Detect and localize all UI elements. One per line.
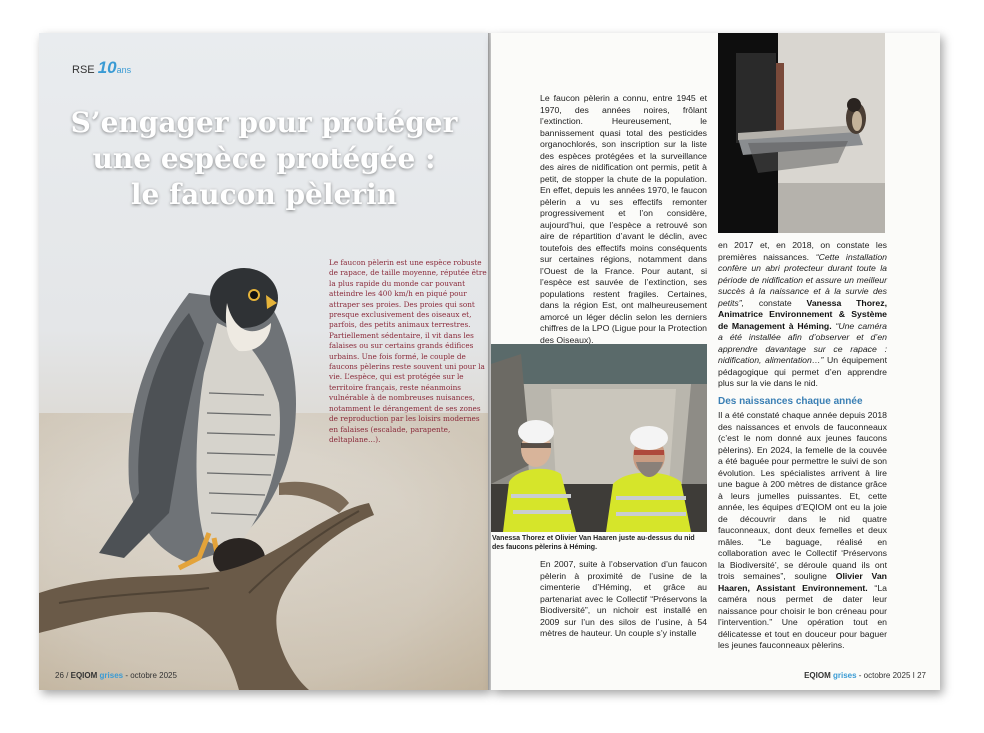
folio-separator: I <box>912 671 915 680</box>
right-page <box>491 33 940 690</box>
folio-date: - octobre 2025 <box>858 671 911 680</box>
article-title <box>49 105 479 213</box>
text-run: Il a été constaté chaque année depuis 2018 des naissances et envols de fauconneaux (c’est le nom donné aux jeunes faucons pèlerins). En 2024, la femelle de la couvée a été baguée pour permettre le suivi de son évolution. Les spécialistes arrivent à lire une bague à 200 mètres de distance grâce à leurs jumelles puissantes. Et, cette année, les équipes d’EQIOM ont eu la joie de découvrir dans le nid quatre fauconneaux, dont deux femelles et deux mâles. “Le baguage, réalisé en collaboration avec le Collectif ‘Préservons la Biodiversité’, se déroule quand ils ont trois semaines”, souligne <box>718 410 887 581</box>
intro-paragraph: Une fois formé, le couple de faucons pèlerins reste souvent uni pour la vie. L’espèce, qui est protégée sur le territoire français, reste néanmoins vulnérable à de nombreuses nuisances, notamment le dérangement de ses zones de reproduction par les loisirs modernes en falaises (escalade, parapente, deltaplane…). <box>329 351 485 444</box>
rse-label: RSE <box>72 64 95 76</box>
left-page <box>39 33 488 690</box>
page-number: 26 <box>55 671 64 680</box>
text-run: “La caméra nous permet de dater leur naissance pour choisir le bon créneau pour l’intervention.” Une opération tout en délicatesse et tout en douceur pour baguer les jeunes fauconneaux pèlerins. <box>718 582 887 650</box>
anniversary-unit: ans <box>116 65 132 75</box>
paragraph: En 2007, suite à l’observation d’un faucon pèlerin à proximité de l’usine de la cimenterie d’Héming, et grâce au partenariat avec le Collectif “Préservons la Biodiversité”, un nichoir est installé en 2009 sur l’un des silos de l’usine, à 54 mètres de hauteur. Un couple s’y installe <box>540 559 707 638</box>
title-line-1: S’engager pour protéger <box>70 106 458 139</box>
folio-magazine: grises <box>832 671 857 680</box>
intro-text <box>329 258 487 445</box>
anniversary-number: 10 <box>97 58 117 77</box>
text-run: en 2017 et, en 2018, on constate les premières naissances. <box>718 240 887 262</box>
left-folio <box>55 671 177 680</box>
paragraph-quote-2 <box>718 410 887 652</box>
quote: “Une caméra a été installée afin d’observer et d’en apprendre davantage sur ce rapace : nidification, alimentation…” <box>718 320 888 365</box>
photo-caption: Vanessa Thorez et Olivier Van Haaren juste au-dessus du nid des faucons pèlerins à Héming. <box>492 535 695 551</box>
folio-brand: EQIOM <box>804 671 831 680</box>
column-2-text <box>718 240 887 652</box>
column-1-bottom <box>540 559 707 640</box>
page-number: 27 <box>917 671 926 680</box>
workers-photo <box>491 344 707 532</box>
intro-paragraph: Le faucon pèlerin est une espèce robuste de rapace, de taille moyenne, réputée être la plus rapide du monde car pouvant atteindre les 400 km/h en piqué pour attraper ses proies. Des proies qui sont presque exclusivement des oiseaux et, parfois, des petits animaux terrestres. Partiellement sédentaire, il vit dans les falaises ou sur certains grands édifices urbains. <box>329 258 487 361</box>
title-line-2: une espèce protégée : <box>92 142 436 175</box>
folio-brand: EQIOM <box>70 671 98 680</box>
paragraph-quote-1 <box>718 240 887 390</box>
nest-photo <box>718 33 885 233</box>
paragraph: Le faucon pèlerin a connu, entre 1945 et 1970, des années noires, frôlant l’extinction. Heureusement, le bannissement quasi total des pesticides organochlorés, son inscription sur la liste des espèces protégées et la surveillance des aires de nidification ont permis, petit à petit, de stopper la chute de la population. En effet, depuis les années 1970, le faucon pèlerin a vu ses effectifs remonter progressivement et l’on considère, aujourd’hui, que l’espèce a retrouvé son aire de répartition d’avant le déclin, avec toutefois des effectifs moins conséquents sur certaines régions, notamment dans l’Ouest de la France. Pour autant, si l’espèce est sauvée de l’extinction, ses populations restent fragiles. Certaines, dans la région Est, ont malheureusement amorcé un léger déclin selon les derniers chiffres de la LPO (Ligue pour la Protection des Oiseaux). <box>540 93 707 345</box>
folio-separator: / <box>66 671 69 680</box>
folio-magazine: grises <box>99 671 124 680</box>
title-line-3: le faucon pèlerin <box>130 178 398 211</box>
rse-badge <box>72 58 131 78</box>
section-heading: Des naissances chaque année <box>718 395 863 407</box>
quote: “Cette installation confère un abri protecteur durant toute la période de nidification et assure un meilleur succès à la naissance et à la survie des petits”, <box>718 251 887 308</box>
person-name: Vanessa Thorez, Animatrice Environnement & Système de Management à Héming. <box>718 297 887 331</box>
text-run: constate <box>744 297 807 308</box>
person-name: Olivier Van Haaren, Assistant Environnement. <box>718 571 887 593</box>
column-1-text <box>540 93 707 346</box>
right-folio <box>804 671 926 680</box>
folio-date: - octobre 2025 <box>125 671 177 680</box>
text-run: Un équipement pédagogique qui permet d’en apprendre plus sur la vie dans le nid. <box>718 355 887 388</box>
